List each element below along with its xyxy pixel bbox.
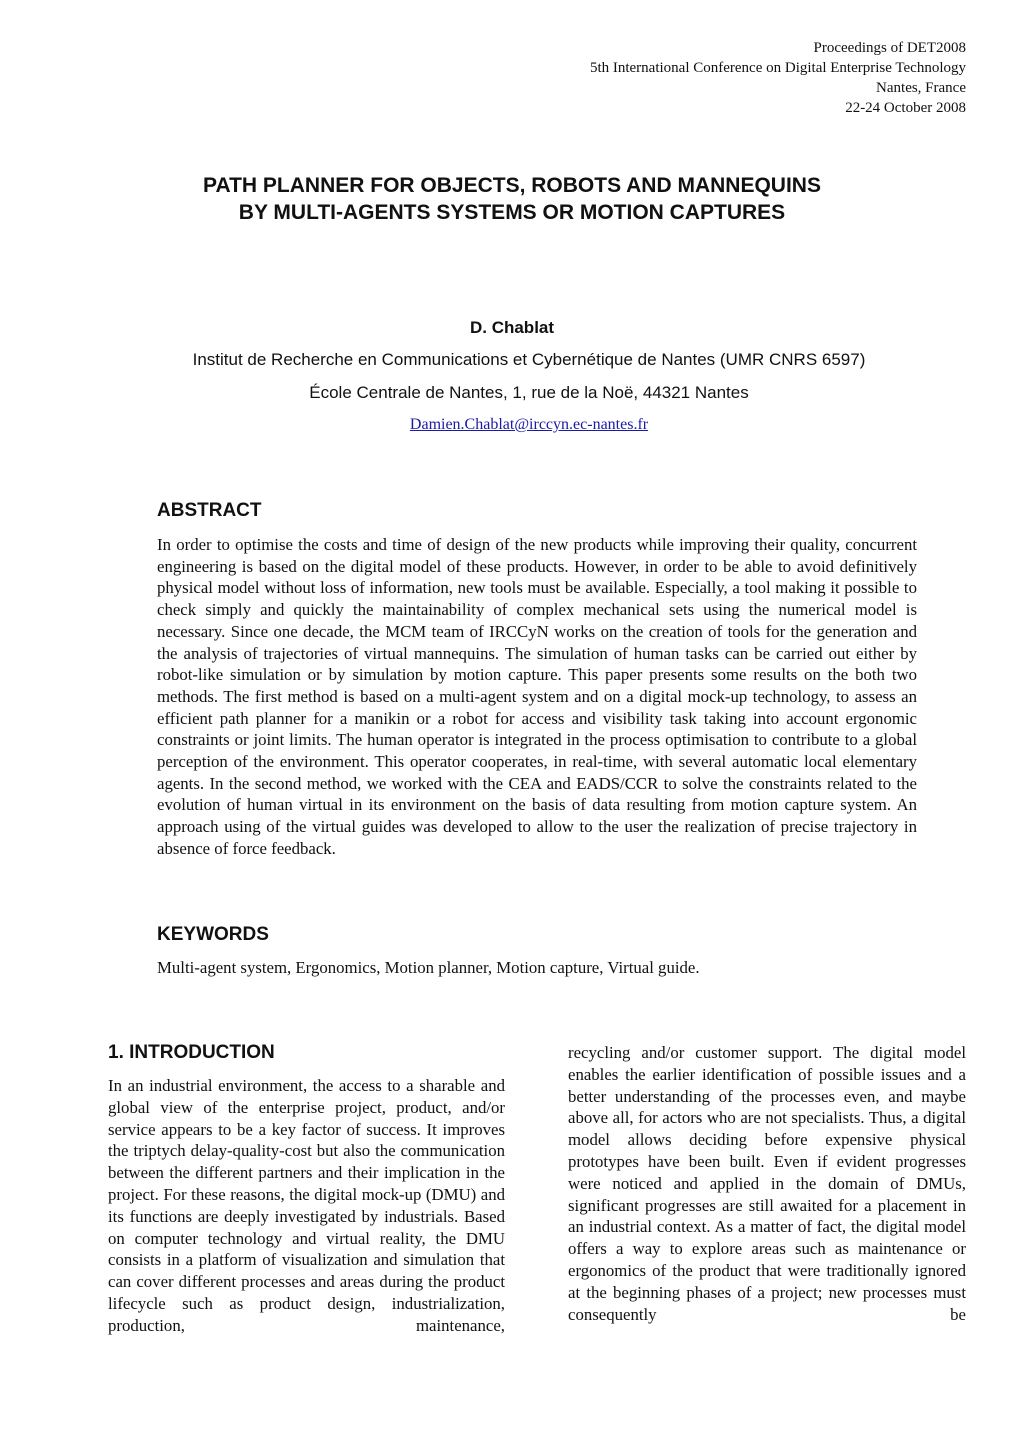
introduction-right-column: recycling and/or customer support. The digital model enables the earlier identification of possible issues and a better understanding of the processes even, and maybe above all, for actors who are not specialists. Thus, a digital model allows deciding before expensive physical prototypes have been built. Even if evident progresses were noticed and applied in the domain of DMUs, significant progresses are still awaited for a placement in an industrial context. As a matter of fact, the digital model offers a way to explore areas such as maintenance or ergonomics of the product that were traditionally ignored at the beginning phases of a project; new processes must consequently be	[568, 1043, 966, 1324]
paper-title	[80, 172, 944, 226]
keywords-heading: KEYWORDS	[157, 924, 269, 945]
author-name: D. Chablat	[469, 318, 555, 337]
author-email-line	[0, 414, 1024, 436]
header-line-1: Proceedings of DET2008	[813, 40, 966, 56]
author-email-link[interactable]: Damien.Chablat@irccyn.ec-nantes.fr	[409, 416, 649, 433]
header-line-2: 5th International Conference on Digital Enterprise Technology	[589, 60, 966, 76]
author-affiliation-2: École Centrale de Nantes, 1, rue de la Noë, 44321 Nantes	[309, 383, 749, 402]
title-line-1: PATH PLANNER FOR OBJECTS, ROBOTS AND MANNEQUINS	[203, 174, 821, 197]
header-line-4: 22-24 October 2008	[845, 100, 966, 116]
title-line-2: BY MULTI-AGENTS SYSTEMS OR MOTION CAPTURES	[238, 201, 786, 224]
author-affiliation-1: Institut de Recherche en Communications et Cybernétique de Nantes (UMR CNRS 6597)	[192, 350, 866, 369]
proceedings-header	[446, 38, 966, 118]
abstract-heading: ABSTRACT	[157, 500, 262, 521]
keywords-text: Multi-agent system, Ergonomics, Motion planner, Motion capture, Virtual guide.	[157, 958, 700, 977]
abstract-text: In order to optimise the costs and time of design of the new products while improving their quality, concurrent engineering is based on the digital model of these products. However, in order to be able to avoid definitively physical model without loss of information, new tools must be available. Especially, a tool making it possible to check simply and quickly the maintainability of complex mechanical sets using the numerical model is necessary. Since one decade, the MCM team of IRCCyN works on the creation of tools for the generation and the analysis of trajectories of virtual mannequins. The simulation of human tasks can be carried out either by robot-like simulation or by simulation by motion capture. This paper presents some results on the both two methods. The first method is based on a multi-agent system and on a digital mock-up technology, to assess an efficient path planner for a manikin or a robot for access and visibility task taking into account ergonomic constraints or joint limits. The human operator is integrated in the process optimisation to contribute to a global perception of the environment. This operator cooperates, in real-time, with several automatic local elementary agents. In the second method, we worked with the CEA and EADS/CCR to solve the constraints related to the evolution of human virtual in its environment on the basis of data resulting from motion capture system. An approach using of the virtual guides was developed to allow to the user the realization of precise trajectory in absence of force feedback.	[157, 535, 917, 858]
introduction-heading: 1. INTRODUCTION	[108, 1042, 275, 1063]
introduction-left-column: In an industrial environment, the access to a sharable and global view of the enterprise project, product, and/or service appears to be a key factor of success. It improves the triptych delay-quality-cost but also the communication between the different partners and their implication in the project. For these reasons, the digital mock-up (DMU) and its functions are deeply investigated by industrials. Based on computer technology and virtual reality, the DMU consists in a platform of visualization and simulation that can cover different processes and areas during the product lifecycle such as product design, industrialization, production, maintenance,	[108, 1076, 505, 1335]
header-line-3: Nantes, France	[876, 80, 966, 96]
